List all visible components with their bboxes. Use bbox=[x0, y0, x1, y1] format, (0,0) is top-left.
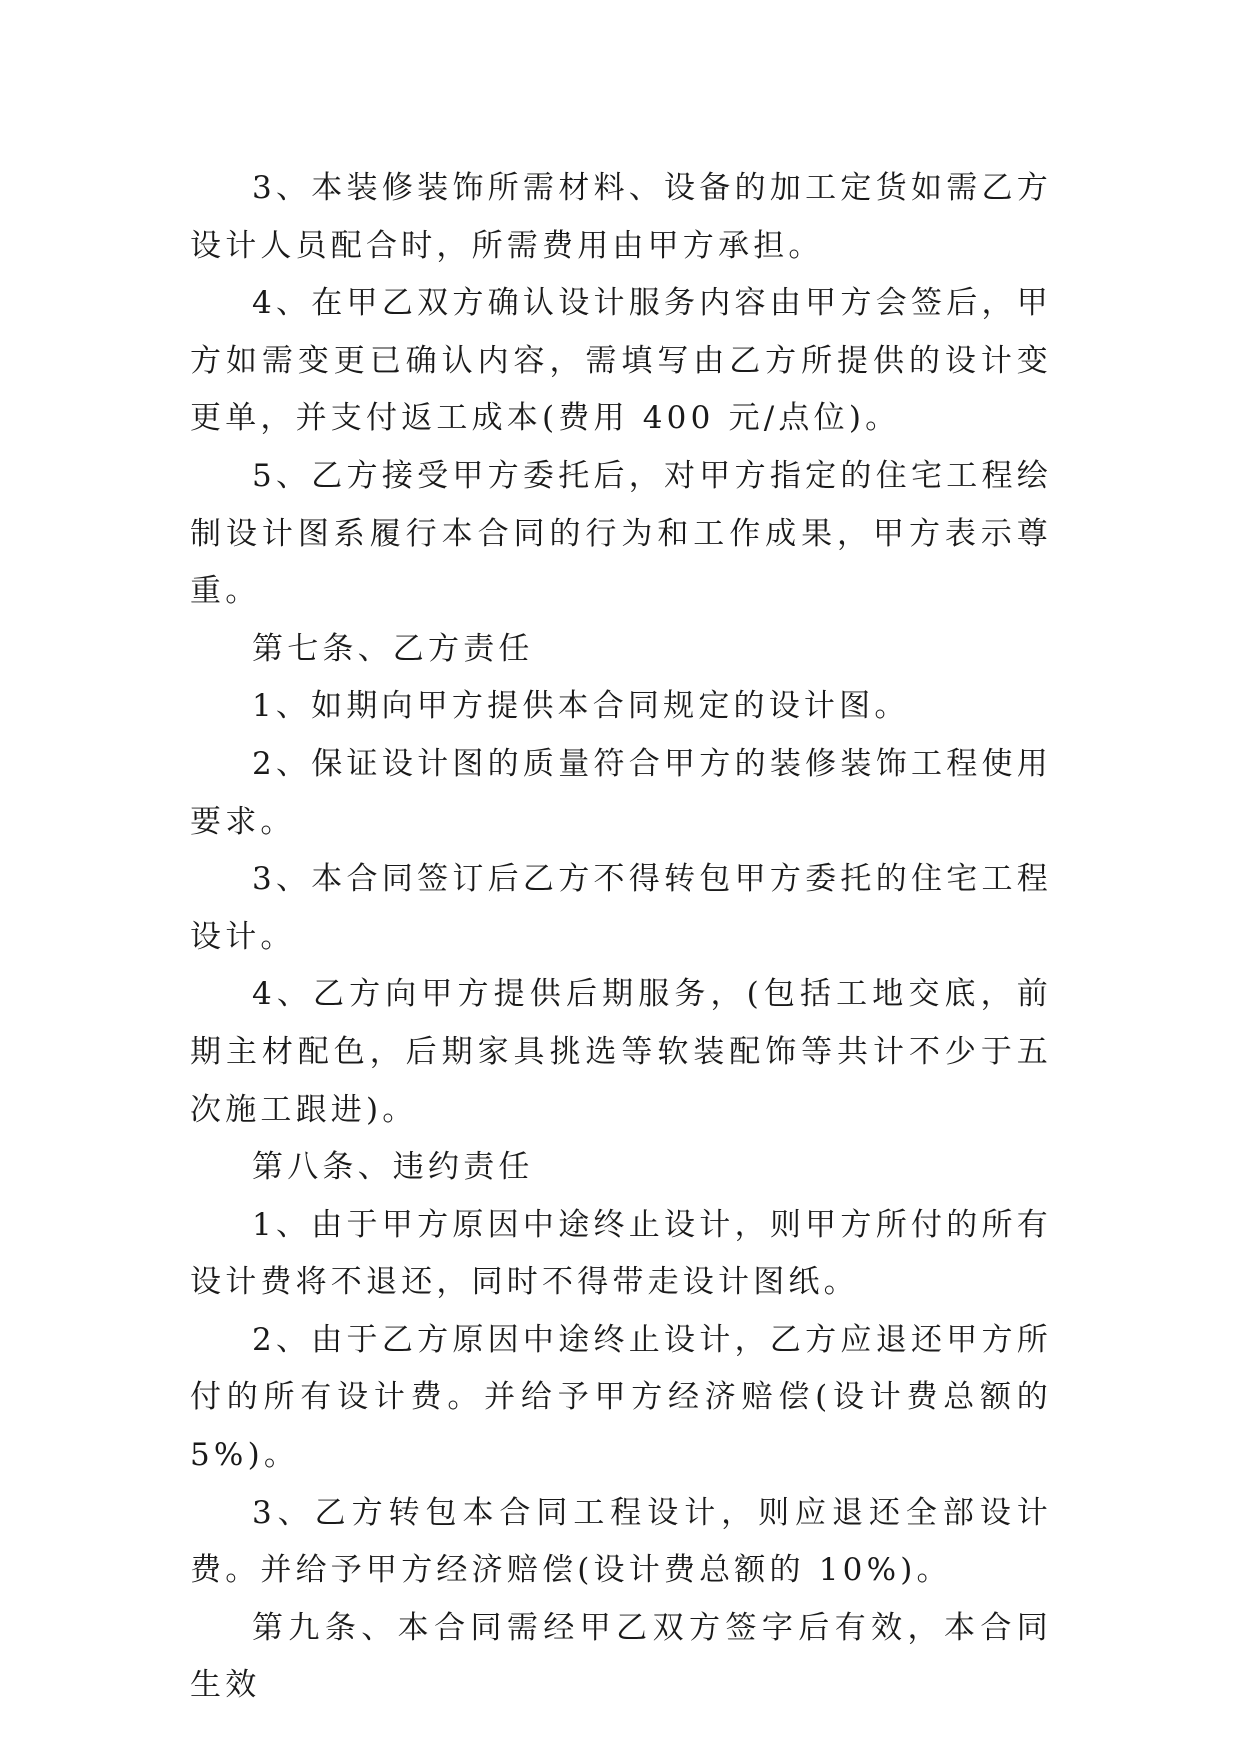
paragraph-article-8-item-2: 2、由于乙方原因中途终止设计，乙方应退还甲方所付的所有设计费。并给予甲方经济赔偿(设计费总额的 5%)。 bbox=[190, 1321, 1052, 1474]
section-heading-article-7: 第七条、乙方责任 bbox=[252, 630, 534, 667]
section-heading-article-9: 第九条、本合同需经甲乙双方签字后有效，本合同生效 bbox=[190, 1609, 1052, 1704]
paragraph-article-8-item-3: 3、乙方转包本合同工程设计，则应退还全部设计费。并给予甲方经济赔偿(设计费总额的 10%)。 bbox=[190, 1494, 1052, 1589]
paragraph-article-8-item-1: 1、由于甲方原因中途终止设计，则甲方所付的所有设计费将不退还，同时不得带走设计图纸。 bbox=[190, 1206, 1052, 1301]
paragraph-article-7-item-3: 3、本合同签订后乙方不得转包甲方委托的住宅工程设计。 bbox=[190, 861, 1052, 955]
paragraph-article-7-item-4: 4、乙方向甲方提供后期服务，(包括工地交底，前期主材配色，后期家具挑选等软装配饰等共计不少于五次施工跟进)。 bbox=[190, 976, 1052, 1128]
section-heading-article-8: 第八条、违约责任 bbox=[252, 1149, 534, 1186]
paragraph-clause-3-materials: 3、本装修装饰所需材料、设备的加工定货如需乙方设计人员配合时，所需费用由甲方承担。 bbox=[190, 170, 1052, 264]
paragraph-clause-5-entrustment: 5、乙方接受甲方委托后，对甲方指定的住宅工程绘制设计图系履行本合同的行为和工作成果，甲方表示尊重。 bbox=[190, 457, 1052, 610]
paragraph-clause-4-change-order: 4、在甲乙双方确认设计服务内容由甲方会签后，甲方如需变更已确认内容，需填写由乙方所提供的设计变更单，并支付返工成本(费用 400 元/点位)。 bbox=[190, 285, 1052, 437]
paragraph-article-7-item-1: 1、如期向甲方提供本合同规定的设计图。 bbox=[252, 688, 910, 725]
document-body bbox=[190, 160, 1052, 1715]
paragraph-article-7-item-2: 2、保证设计图的质量符合甲方的装修装饰工程使用要求。 bbox=[190, 745, 1052, 840]
